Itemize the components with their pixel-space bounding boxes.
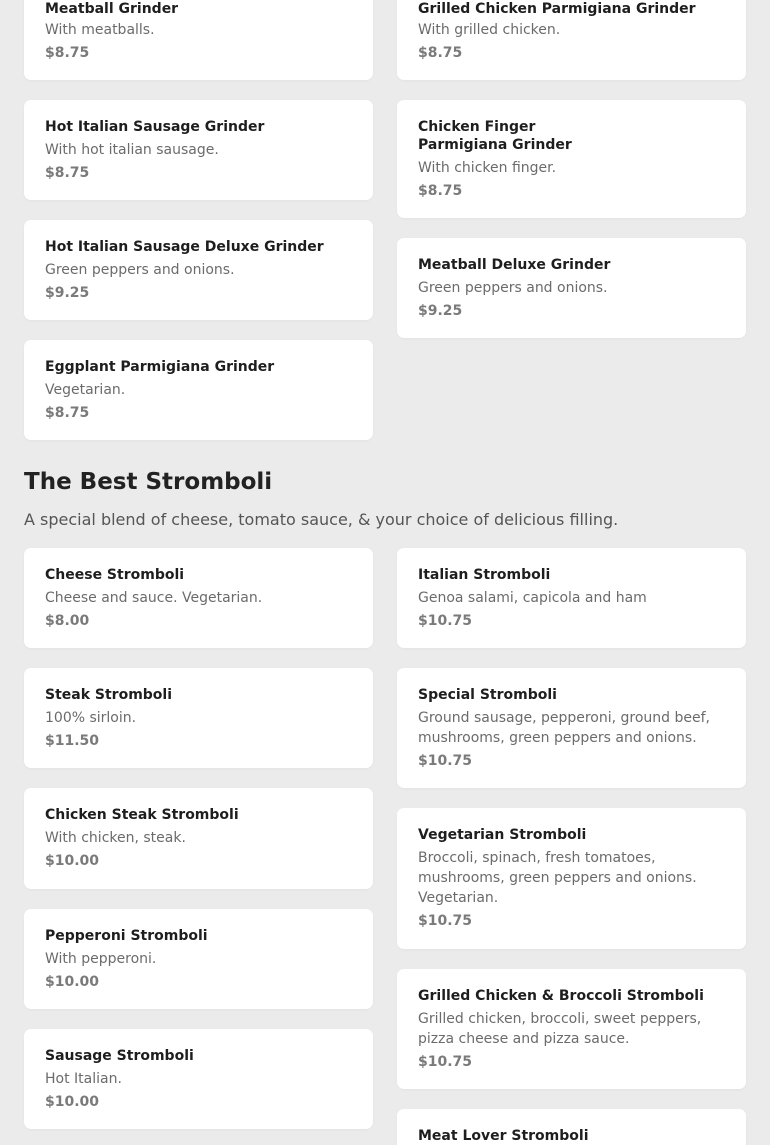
menu-item-card[interactable] (24, 340, 373, 440)
item-name: Grilled Chicken Parmigiana Grinder (418, 1, 696, 17)
item-name: Meatball Deluxe Grinder (418, 257, 611, 273)
menu-item-card[interactable] (24, 1029, 373, 1129)
menu-item-card[interactable] (397, 100, 746, 218)
item-description: Green peppers and onions. (45, 262, 235, 278)
item-name: Meatball Grinder (45, 1, 179, 17)
item-price: $8.75 (418, 183, 463, 199)
item-price: $10.75 (418, 613, 473, 629)
item-description: With meatballs. (45, 22, 155, 38)
menu-item-card[interactable] (397, 668, 746, 788)
menu-item-card[interactable] (24, 909, 373, 1009)
item-price: $8.00 (45, 613, 90, 629)
menu-item-card[interactable] (397, 0, 746, 80)
item-name: Pepperoni Stromboli (45, 928, 208, 944)
section-title: The Best Stromboli (24, 469, 273, 495)
item-description: Green peppers and onions. (418, 280, 608, 296)
item-description: Grilled chicken, broccoli, sweet peppers, pizza cheese and pizza sauce. (418, 1011, 702, 1047)
item-name: Cheese Stromboli (45, 567, 185, 583)
item-name: Steak Stromboli (45, 687, 173, 703)
item-price: $8.75 (418, 45, 463, 61)
menu-item-card[interactable] (24, 548, 373, 648)
item-name: Hot Italian Sausage Grinder (45, 119, 265, 135)
menu-item-card[interactable] (24, 668, 373, 768)
section-description: A special blend of cheese, tomato sauce, & your choice of delicious filling. (24, 510, 619, 529)
item-name: Hot Italian Sausage Deluxe Grinder (45, 239, 324, 255)
item-price: $9.25 (45, 285, 90, 301)
menu-item-card[interactable] (397, 548, 746, 648)
item-price: $8.75 (45, 45, 90, 61)
item-description: Broccoli, spinach, fresh tomatoes, mushrooms, green peppers and onions. Vegetarian. (418, 850, 697, 906)
item-description: With chicken finger. (418, 160, 557, 176)
menu-item-card[interactable] (397, 1109, 746, 1145)
menu-item-card[interactable] (397, 969, 746, 1089)
item-price: $10.75 (418, 753, 473, 769)
item-description: 100% sirloin. (45, 710, 137, 726)
item-price: $8.75 (45, 165, 90, 181)
item-name: Eggplant Parmigiana Grinder (45, 359, 275, 375)
menu-item-card[interactable] (24, 788, 373, 889)
item-name: Special Stromboli (418, 687, 557, 703)
item-price: $11.50 (45, 733, 100, 749)
item-description: With hot italian sausage. (45, 142, 219, 158)
item-description: With chicken, steak. (45, 830, 186, 846)
item-price: $9.25 (418, 303, 463, 319)
item-name: Italian Stromboli (418, 567, 551, 583)
item-price: $10.00 (45, 853, 100, 869)
item-description: Cheese and sauce. Vegetarian. (45, 590, 263, 606)
item-price: $10.75 (418, 1054, 473, 1070)
item-description: Ground sausage, pepperoni, ground beef, mushrooms, green peppers and onions. (418, 710, 711, 746)
menu-item-card[interactable] (397, 808, 746, 949)
item-price: $10.00 (45, 974, 100, 990)
item-price: $10.00 (45, 1094, 100, 1110)
item-name: Meat Lover Stromboli (418, 1128, 589, 1144)
menu-item-card[interactable] (24, 100, 373, 200)
menu-item-card[interactable] (24, 0, 373, 80)
menu-item-card[interactable] (397, 238, 746, 338)
item-price: $10.75 (418, 913, 473, 929)
item-name: Vegetarian Stromboli (418, 827, 587, 843)
item-description: With pepperoni. (45, 951, 157, 967)
item-description: Vegetarian. (45, 382, 126, 398)
item-name: Chicken Steak Stromboli (45, 807, 239, 823)
item-name: Grilled Chicken & Broccoli Stromboli (418, 988, 704, 1004)
item-description: With grilled chicken. (418, 22, 561, 38)
item-description: Genoa salami, capicola and ham (418, 590, 647, 606)
item-name: Chicken Finger Parmigiana Grinder (418, 119, 572, 153)
item-name: Sausage Stromboli (45, 1048, 194, 1064)
item-price: $8.75 (45, 405, 90, 421)
item-description: Hot Italian. (45, 1071, 122, 1087)
menu-item-card[interactable] (24, 220, 373, 320)
